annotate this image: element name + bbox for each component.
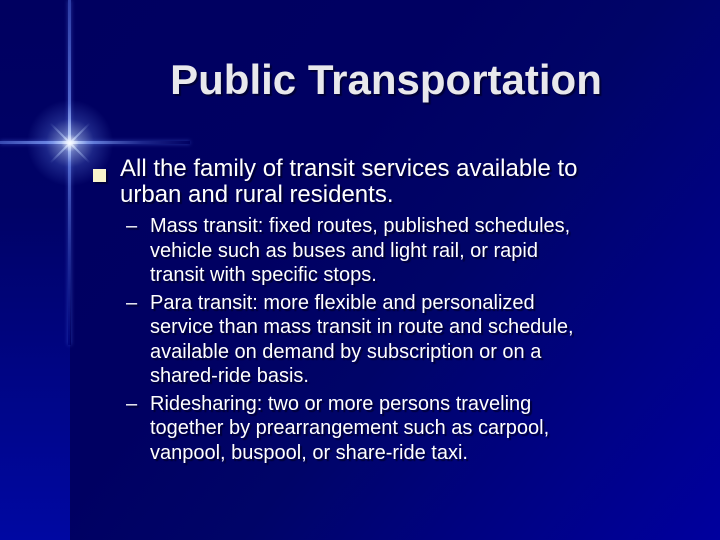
bullet-line: All the family of transit services available to — [120, 155, 578, 182]
bullet-item — [90, 156, 705, 208]
sub-bullet-line: shared-ride basis. — [150, 365, 309, 387]
sub-bullet-item — [90, 291, 705, 389]
bullet-line: urban and rural residents. — [120, 181, 394, 208]
sub-bullet-item — [90, 214, 705, 288]
left-gradient-band — [0, 0, 70, 540]
dash-bullet-icon: – — [126, 291, 138, 314]
dash-bullet-icon: – — [126, 392, 138, 415]
sub-bullet-line: vanpool, buspool, or share-ride taxi. — [150, 441, 468, 464]
slide-body — [90, 156, 705, 465]
slide-title: Public Transportation — [170, 56, 602, 103]
sub-bullet-item — [90, 392, 705, 466]
sub-bullet-line: service than mass transit in route and schedule, — [150, 316, 574, 338]
sub-bullet-line: vehicle such as buses and light rail, or rapid — [150, 239, 538, 262]
sub-bullet-line: transit with specific stops. — [150, 264, 377, 286]
sub-bullet-line: Para transit: more flexible and personalized — [150, 291, 535, 314]
sub-bullet-line: available on demand by subscription or on a — [150, 340, 542, 363]
square-bullet-icon — [93, 169, 106, 182]
sub-bullet-line: together by prearrangement such as carpool, — [150, 417, 550, 439]
sub-bullet-line: Ridesharing: two or more persons traveling — [150, 392, 532, 415]
dash-bullet-icon: – — [126, 215, 138, 237]
sub-bullet-line: Mass transit: fixed routes, published schedules, — [150, 215, 571, 237]
sub-bullet-list — [90, 214, 705, 465]
